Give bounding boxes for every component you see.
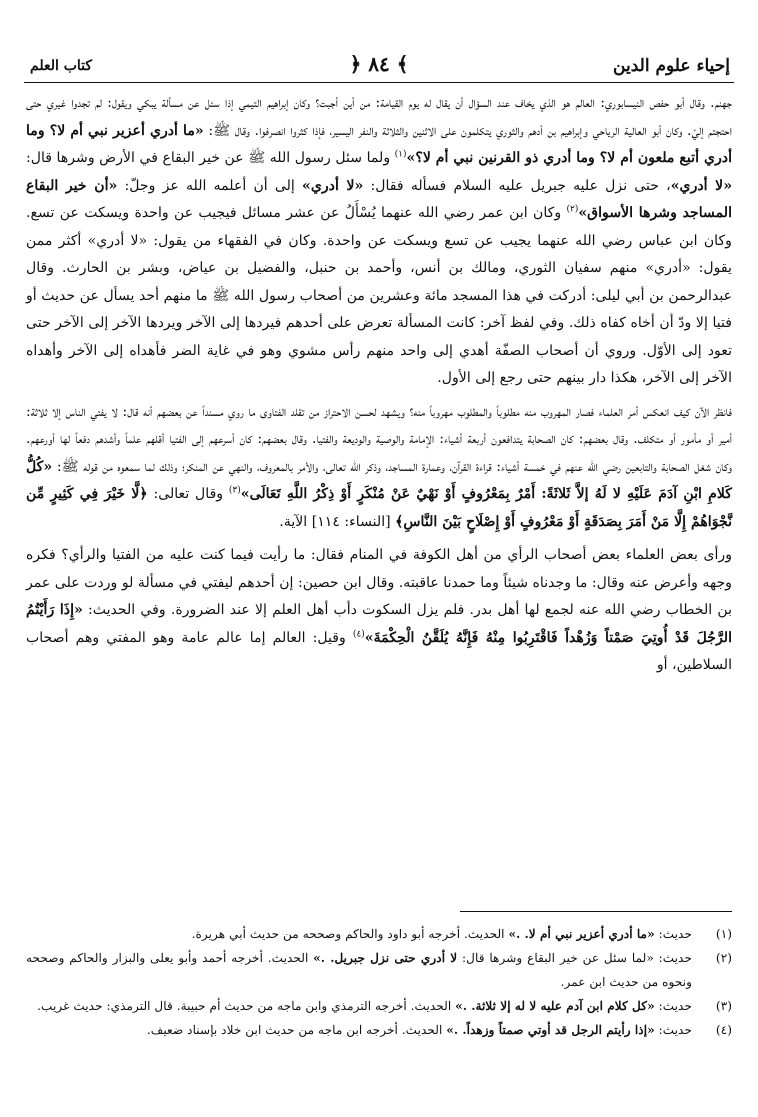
hadith-quote: «إِذَا رَأَيْتُمُ الرَّجُلَ قَدْ أُوتِيَ صَمْتاً وَزُهْداً فَاقْتَرِبُوا مِنْهُ فَإِنَّهُ يُلَقَّنُ الْحِكْمَةَ» — [26, 602, 732, 646]
paragraph-2: فانظر الآن كيف انعكس أمر العلماء فصار المهروب منه مطلوباً والمطلوب مهروباً منه؟ ويشهد لحسن الاحتراز من تقلد الفتاوى ما روي مسنداً عن بعضهم أنه قال: لا يفتي الناس إلا ثلاثة: أمير أو مأمور أو متكلف. وقال بعضهم: كان الصحابة يتدافعون أربعة أشياء: الإمامة والوصية والوديعة والفتيا. وقال بعضهم: كان أسرعهم إلى الفتيا أقلهم علماً وأشدهم دفعاً لها أورعهم. وكان شغل الصحابة والتابعين رضي الله عنهم في خمسة أشياء: قراءة القرآن، وعمارة المساجد، وذكر الله تعالى، والأمر بالمعروف، والنهي عن المنكر؛ وذلك لما سمعوه من قوله ﷺ: «كُلُّ كَلامِ ابْنِ آدَمَ عَلَيْهِ لا لَهُ إلاَّ ثَلاثَةً: أَمْرٌ بِمَعْرُوفٍ أَوْ نَهْيٌ عَنْ مُنْكَرٍ أَوْ ذِكْرُ اللَّهِ تَعَالَى»$^{(٣)}$ وقال تعالى: ﴿لَّا خَيْرَ فِي كَثِيرٍ مِّن نَّجْوَاهُمْ إِلَّا مَنْ أَمَرَ بِصَدَقَةٍ أَوْ مَعْرُوفٍ أَوْ إِصْلَاحٍ بَيْنَ النَّاسِ﴾ [النساء: ١١٤] الآية. — [26, 403, 732, 530]
footnotes — [26, 922, 732, 1042]
footnote-item: (٣) حديث: «كل كلام ابن آدم عليه لا له إلا ثلاثة. .» الحديث. أخرجه الترمذي وابن ماجه من حديث أم حبيبة. قال الترمذي: حديث غريب. — [26, 994, 732, 1018]
footnote-ref-2[interactable]: (٢) — [566, 204, 579, 215]
footnote-divider — [460, 911, 732, 912]
hadith-quote: «كُلُّ كَلامِ ابْنِ آدَمَ عَلَيْهِ لا لَهُ إلاَّ ثَلاثَةً: أَمْرٌ بِمَعْرُوفٍ أَوْ نَهْيٌ عَنْ مُنْكَرٍ أَوْ ذِكْرُ اللَّهِ تَعَالَى» — [26, 458, 732, 502]
page-number: ﴿ ٨٤ ﴾ — [349, 52, 409, 76]
footnote-number: (٢) — [715, 951, 732, 965]
hadith-quote: «أن خير البقاع المساجد وشرها الأسواق» — [26, 177, 732, 221]
book-title: إحياء علوم الدين — [613, 56, 730, 76]
quran-verse: ﴿لَّا خَيْرَ فِي كَثِيرٍ مِّن نَّجْوَاهُمْ إِلَّا مَنْ أَمَرَ بِصَدَقَةٍ أَوْ مَعْرُوفٍ أَوْ إِصْلَاحٍ بَيْنَ النَّاسِ﴾ — [26, 486, 732, 530]
footnote-number: (١) — [715, 927, 732, 941]
hadith-quote: «ما أدري أعزير نبي أم لا؟ وما أدري أتبع ملعون أم لا؟ وما أدري ذو القرنين نبي أم لا؟» — [26, 122, 732, 166]
page-header — [24, 48, 734, 83]
paragraph-1: جهنم. وقال أبو حفص النيسابوري: العالم هو الذي يخاف عند السؤال أن يقال له يوم القيامة: من أين أجبت؟ وكان إبراهيم التيمي إذا سئل عن مسألة يبكي ويقول: لم تجدوا غيري حتى احتجتم إليّ. وكان أبو العالية الرياحي وإبراهيم بن أدهم والثوري يتكلمون على الاثنين والثلاثة والنفر اليسير، فإذا كثروا انصرفوا. وقال ﷺ: «ما أدري أعزير نبي أم لا؟ وما أدري أتبع ملعون أم لا؟ وما أدري ذو القرنين نبي أم لا؟»$^{(١)}$ ولما سئل رسول الله ﷺ عن خير البقاع في الأرض وشرها قال: «لا أدري»، حتى نزل عليه جبريل عليه السلام فسأله فقال: «لا أدري» إلى أن أعلمه الله عز وجلّ: «أن خير البقاع المساجد وشرها الأسواق»$^{(٢)}$ وكان ابن عمر رضي الله عنهما يُسْأَلُ عن عشر مسائل فيجيب عن واحدة ويسكت عن تسع. وكان ابن عباس رضي الله عنهما يجيب عن تسع ويسكت عن واحدة. وكان في الفقهاء من يقول: «لا أدري» أكثر ممن يقول: «أدري» منهم سفيان الثوري، ومالك بن أنس، وأحمد بن حنبل، والفضيل بن عياض، وبشر بن الحارث. وقال عبدالرحمن بن أبي ليلى: أدركت في هذا المسجد مائة وعشرين من أصحاب رسول الله ﷺ ما منهم أحد يسأل عن حديث أو فتيا إلا ودّ أن أخاه كفاه ذلك. وفي لفظ آخر: كانت المسألة تعرض على أحدهم فيردها إلى الآخر ويردها الآخر إلى الآخر حتى تعود إلى الأوّل. وروي أن أصحاب الصفّة أهدي إلى واحد منهم رأس مشوي وهو في غاية الضر فأهداه إلى الآخر وأهداه الآخر إلى الآخر، هكذا دار بينهم حتى رجع إلى الأول. — [26, 95, 733, 386]
footnote-item: (٤) حديث: «إذا رأيتم الرجل قد أوتي صمتاً وزهداً. .» الحديث. أخرجه ابن ماجه من حديث ابن خلاد بإسناد ضعيف. — [26, 1018, 732, 1042]
hadith-quote: «لا أدري» — [302, 177, 364, 194]
footnote-ref-1[interactable]: (١) — [394, 149, 407, 160]
hadith-quote: «لا أدري» — [670, 177, 733, 194]
paragraph-3: ورأى بعض العلماء بعض أصحاب الرأي من أهل الكوفة في المنام فقال: ما رأيت فيما كنت عليه من الفتيا والرأي؟ فكره وجهه وأعرض عنه وقال: ما وجدناه شيئاً وما حمدنا عاقبته. وقال ابن حصين: إن أحدهم ليفتي في مسألة لو وردت على عمر بن الخطاب رضي الله عنه لجمع لها أهل بدر. فلم يزل السكوت دأب أهل العلم إلا عند الضرورة. وفي الحديث: «إِذَا رَأَيْتُمُ الرَّجُلَ قَدْ أُوتِيَ صَمْتاً وَزُهْداً فَاقْتَرِبُوا مِنْهُ فَإِنَّهُ يُلَقَّنُ الْحِكْمَةَ»$^{(٤)}$ وقيل: العالم إما عالم عامة وهو المفتي وهم أصحاب السلاطين، أو — [26, 547, 732, 673]
footnote-item: (٢) حديث: «لما سئل عن خير البقاع وشرها قال: لا أدري حتى نزل جبريل. .» الحديث. أخرجه أحمد وأبو يعلى والبزار والحاكم وصححه ونحوه من حديث ابن عمر. — [26, 946, 732, 994]
chapter-title: كتاب العلم — [30, 58, 93, 74]
footnote-ref-4[interactable]: (٤) — [352, 628, 365, 639]
footnote-number: (٣) — [715, 999, 732, 1013]
footnote-ref-3[interactable]: (٣) — [228, 485, 241, 496]
body-text — [26, 90, 732, 680]
footnote-item: (١) حديث: «ما أدري أعزير نبي أم لا. .» الحديث. أخرجه أبو داود والحاكم وصححه من حديث أبي هريرة. — [26, 922, 732, 946]
footnote-number: (٤) — [715, 1023, 732, 1037]
